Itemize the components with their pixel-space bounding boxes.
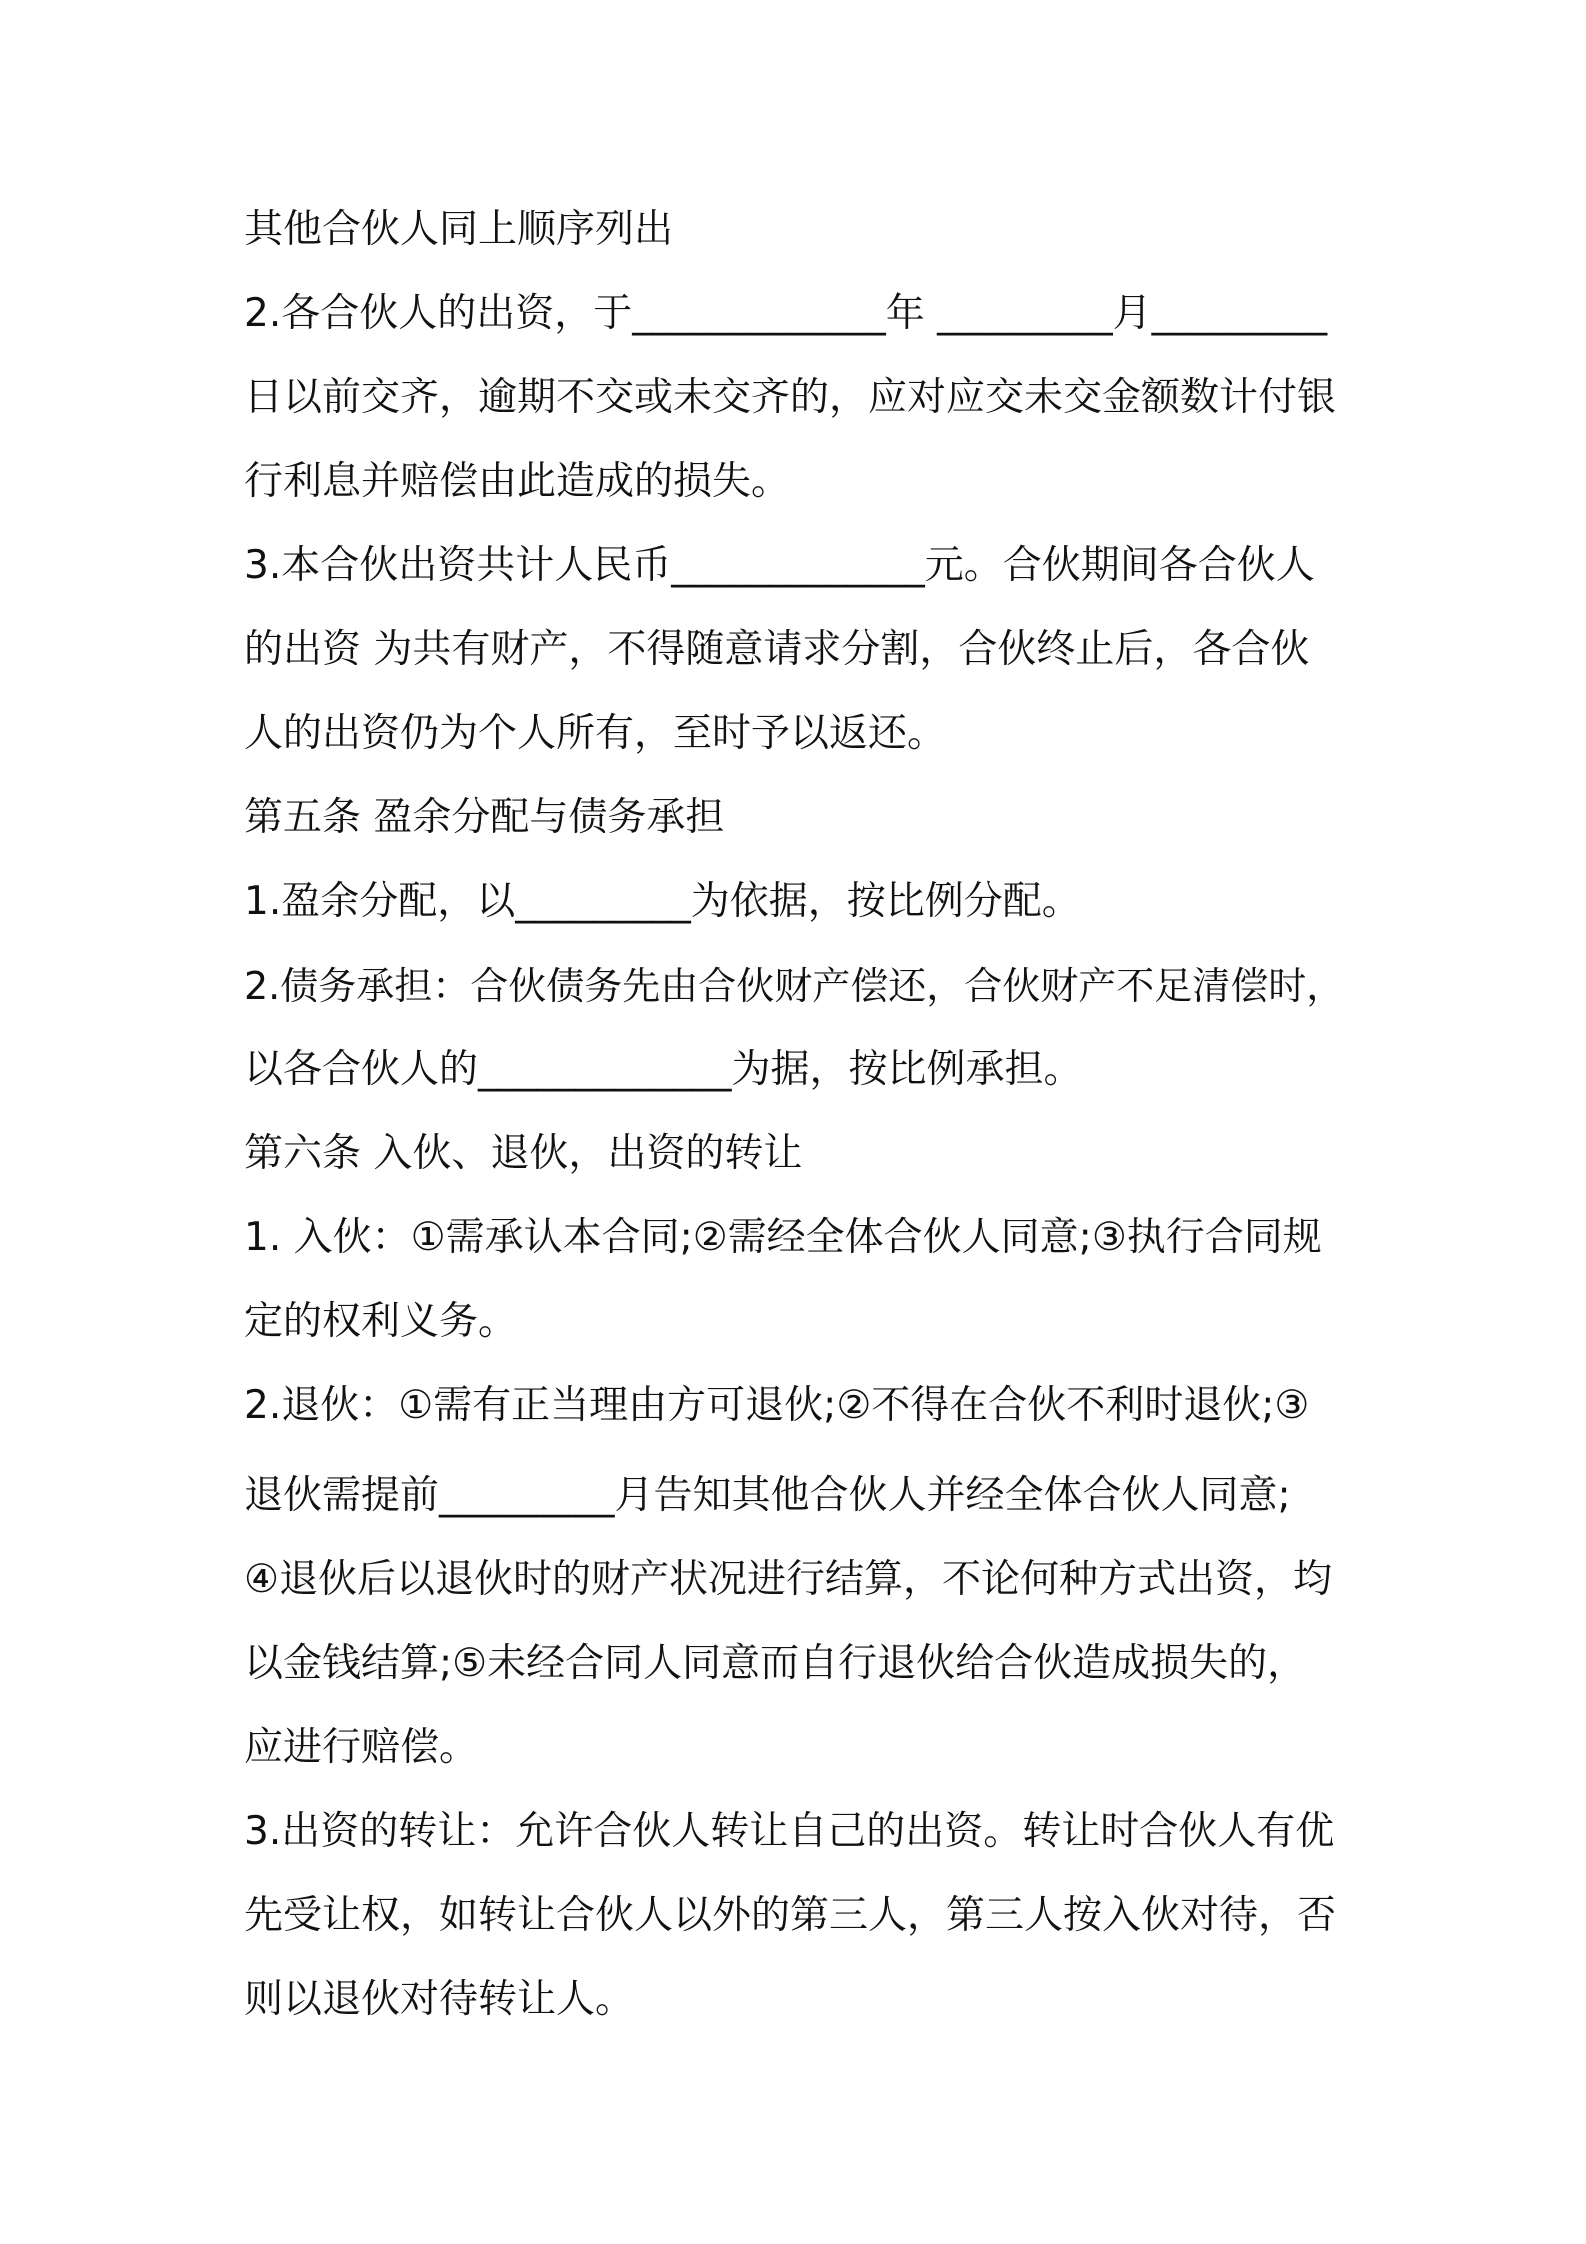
text-line-2: 2.各合伙人的出资，于_____________年 _________月_________ [244,291,1328,336]
text-line-21: 先受让权，如转让合伙人以外的第三人，第三人按入伙对待，否 [244,1893,1337,1938]
text-line-18: 以金钱结算;⑤未经合同人同意而自行退伙给合伙造成损失的， [244,1641,1307,1686]
text-line-14: 定的权利义务。 [244,1299,518,1344]
text-line-9: 1.盈余分配，以_________为依据，按比例分配。 [244,879,1081,924]
section-heading-6: 第六条 入伙、退伙，出资的转让 [244,1131,803,1176]
text-line-11: 以各合伙人的_____________为据，按比例承担。 [244,1047,1083,1092]
text-line-7: 人的出资仍为个人所有，至时予以返还。 [244,711,947,756]
text-line-1: 其他合伙人同上顺序列出 [244,207,674,252]
text-line-3: 日以前交齐，逾期不交或未交齐的，应对应交未交金额数计付银 [244,375,1337,420]
section-heading-5: 第五条 盈余分配与债务承担 [244,795,725,840]
text-line-10: 2.债务承担：合伙债务先由合伙财产偿还，合伙财产不足清偿时， [244,964,1345,1008]
text-line-16: 退伙需提前_________月告知其他合伙人并经全体合伙人同意; [244,1473,1291,1518]
text-line-17: ④退伙后以退伙时的财产状况进行结算，不论何种方式出资，均 [244,1557,1332,1602]
text-line-19: 应进行赔偿。 [244,1725,479,1770]
text-line-15: 2.退伙：①需有正当理由方可退伙;②不得在合伙不利时退伙;③ [244,1383,1310,1428]
text-line-4: 行利息并赔偿由此造成的损失。 [244,459,791,504]
text-line-13: 1. 入伙：①需承认本合同;②需经全体合伙人同意;③执行合同规 [244,1215,1322,1260]
text-line-6: 的出资 为共有财产，不得随意请求分割，合伙终止后，各合伙 [244,627,1310,672]
text-line-20: 3.出资的转让：允许合伙人转让自己的出资。转让时合伙人有优 [244,1809,1335,1854]
text-line-5: 3.本合伙出资共计人民币_____________元。合伙期间各合伙人 [244,543,1315,588]
text-line-22: 则以退伙对待转让人。 [244,1977,635,2022]
